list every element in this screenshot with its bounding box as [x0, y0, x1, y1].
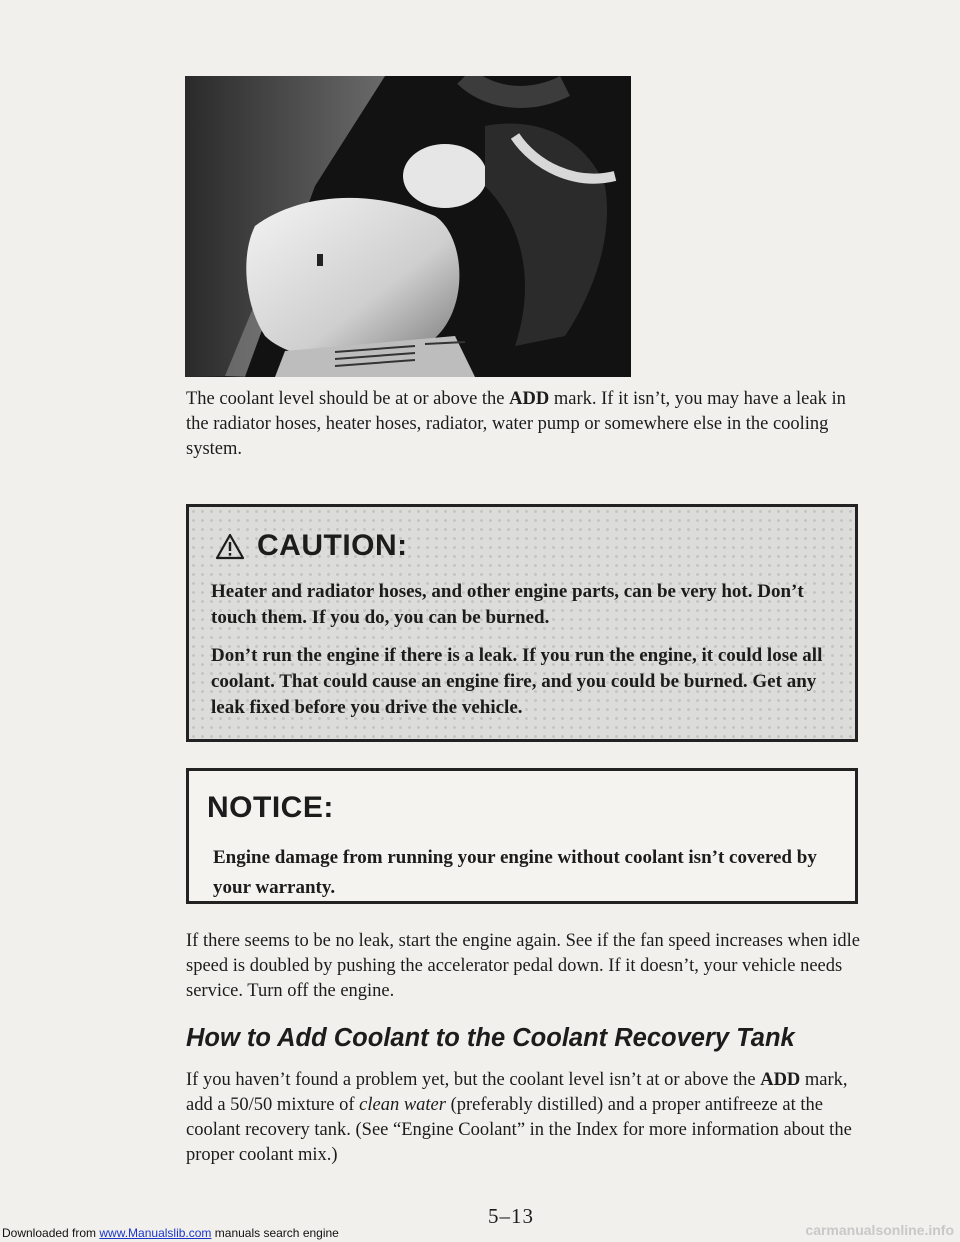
notice-box — [186, 768, 858, 904]
notice-text: Engine damage from running your engine without coolant isn’t covered by your warranty. — [213, 847, 817, 898]
coolant-level-paragraph: The coolant level should be at or above the ADD mark. If it isn’t, you may have a leak in the radiator hoses, heater hoses, radiator, water pump or somewhere else in the cooling system. — [186, 389, 846, 459]
page-number: 5–13 — [488, 1204, 534, 1228]
add-coolant-paragraph: If you haven’t found a problem yet, but the coolant level isn’t at or above the ADD mark, add a 50/50 mixture of clean water (preferably distilled) and a proper antifreeze at the coolant recovery tank. (See “Engine Coolant” in the Index for more information about the proper coolant mix.) — [186, 1070, 852, 1165]
caution-text-2: Don’t run the engine if there is a leak. If you run the engine, it could lose all coolant. That could cause an engine fire, and you could be burned. Get any leak fixed before you drive the vehicle. — [211, 645, 823, 718]
watermark: carmanualsonline.info — [805, 1222, 954, 1238]
download-footer: Downloaded from www.Manualslib.com manuals search engine — [2, 1226, 339, 1240]
manualslib-link[interactable]: www.Manualslib.com — [99, 1226, 212, 1240]
caution-text-1: Heater and radiator hoses, and other engine parts, can be very hot. Don’t touch them. If you do, you can be burned. — [211, 581, 804, 628]
caution-heading — [215, 529, 408, 563]
warning-triangle-icon — [215, 533, 245, 560]
caution-title-text: CAUTION: — [257, 529, 408, 562]
caution-box — [186, 504, 858, 742]
section-heading: How to Add Coolant to the Coolant Recovery Tank — [186, 1024, 795, 1052]
notice-heading: NOTICE: — [207, 791, 334, 824]
fan-speed-paragraph: If there seems to be no leak, start the engine again. See if the fan speed increases when idle speed is doubled by pushing the accelerator pedal down. If it doesn’t, your vehicle needs service. Turn off the engine. — [186, 931, 860, 1001]
engine-coolant-tank-photo — [185, 76, 631, 377]
